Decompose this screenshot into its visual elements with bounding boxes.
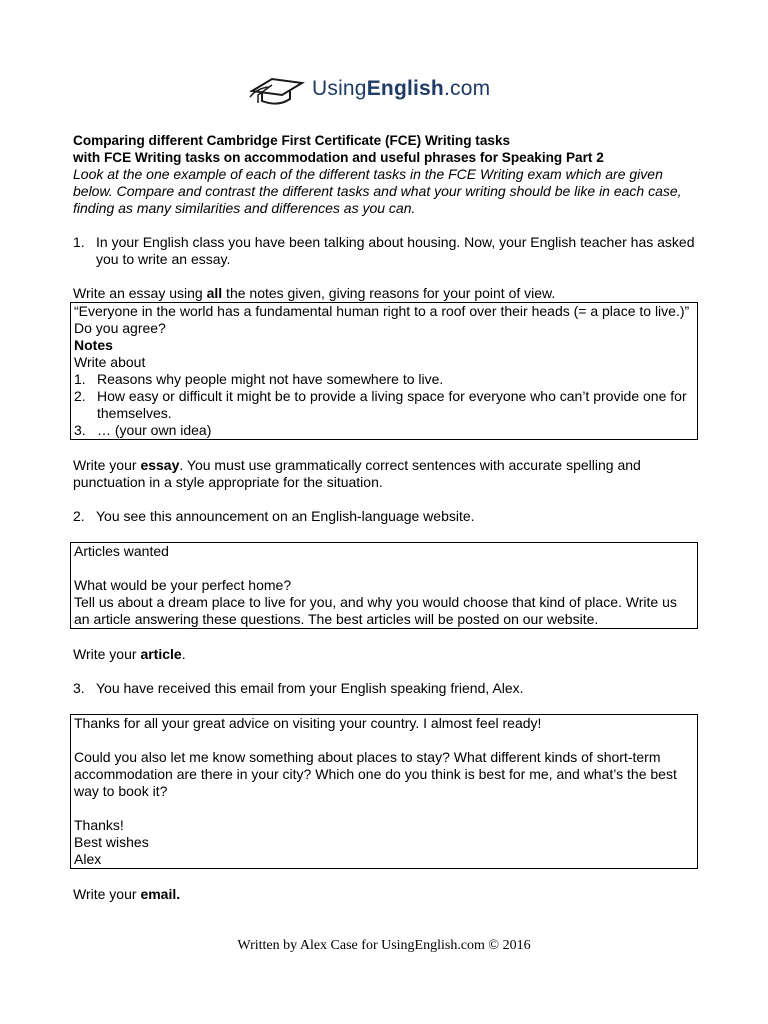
task-3-prompt: 3. You have received this email from your English speaking friend, Alex. — [73, 680, 524, 696]
graduation-cap-icon — [248, 71, 306, 105]
write-about-label: Write about — [74, 354, 146, 370]
intro-instructions: Look at the one example of each of the different tasks in the FCE Writing exam which are given below. Compare and contrast the different tasks and what your writing should be like in each case, finding as many similarities and differences as you can. — [73, 166, 682, 216]
task-1-instruction: Write an essay using all the notes given, giving reasons for your point of view. — [73, 285, 556, 301]
box-title: Articles wanted — [74, 543, 169, 559]
task-2-final-instruction: Write your article. — [73, 646, 186, 662]
heading-line-2: with FCE Writing tasks on accommodation and useful phrases for Speaking Part 2 — [73, 150, 604, 165]
email-signature: Alex — [74, 851, 102, 867]
logo-wordmark: UsingEnglish.com — [312, 76, 491, 100]
note-item: 1. Reasons why people might not have somewhere to live. — [74, 371, 444, 387]
task-1-prompt: 1. In your English class you have been talking about housing. Now, your English teacher has asked you to write an essay. — [73, 234, 695, 267]
email-paragraph-2: Could you also let me know something about places to stay? What different kinds of short-term accommodation are there in your city? Which one do you think is best for me, and what’s the best way to book it? — [74, 749, 677, 799]
email-thanks: Thanks! — [74, 817, 124, 833]
email-paragraph-1: Thanks for all your great advice on visiting your country. I almost feel ready! — [74, 715, 542, 731]
box-body: Tell us about a dream place to live for you, and why you would choose that kind of place. Write us an article answering these questions. The best articles will be posted on our website. — [74, 594, 677, 627]
article-task-box — [70, 542, 698, 629]
footer-credit: Written by Alex Case for UsingEnglish.com © 2016 — [237, 938, 531, 953]
essay-task-box — [70, 302, 698, 440]
task-2-prompt: 2. You see this announcement on an English-language website. — [73, 508, 475, 524]
essay-quote: “Everyone in the world has a fundamental human right to a roof over their heads (= a place to live.)” Do you agree? — [74, 303, 690, 336]
box-question: What would be your perfect home? — [74, 577, 292, 593]
email-task-box — [70, 714, 698, 869]
email-signoff: Best wishes — [74, 834, 149, 850]
worksheet-body — [73, 132, 698, 903]
site-logo — [248, 70, 490, 106]
notes-label: Notes — [74, 337, 113, 353]
heading-line-1: Comparing different Cambridge First Certificate (FCE) Writing tasks — [73, 133, 511, 148]
task-1-final-instruction: Write your essay. You must use grammatically correct sentences with accurate spelling and punctuation in a style appropriate for the situation. — [73, 457, 641, 490]
task-3-final-instruction: Write your email. — [73, 886, 181, 902]
note-item: 3. … (your own idea) — [74, 422, 212, 438]
note-item: 2. How easy or difficult it might be to provide a living space for everyone who can’t provide one for themselves. — [74, 388, 687, 421]
